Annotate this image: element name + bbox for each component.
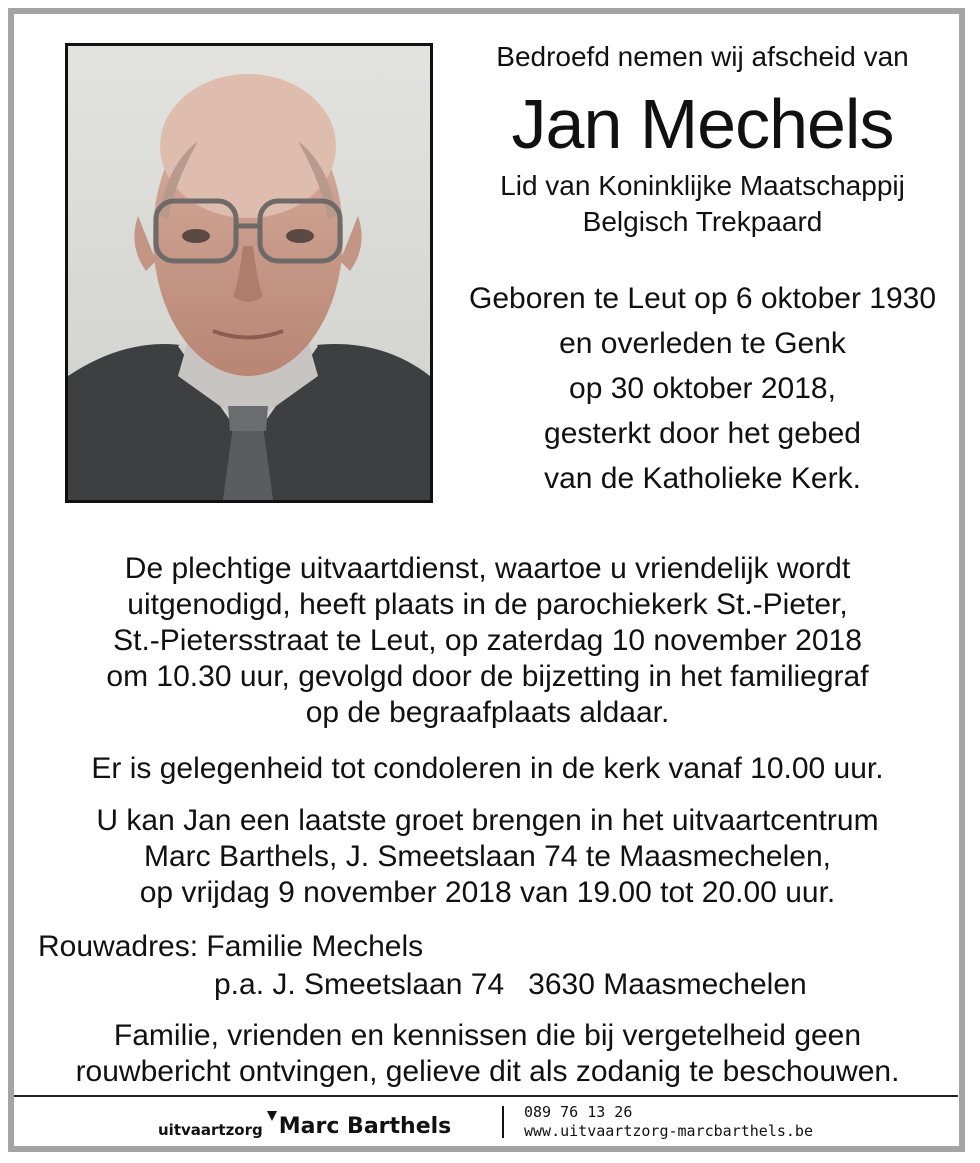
farewell-line: op vrijdag 9 november 2018 van 19.00 tot 20.00 uur. (139, 876, 836, 909)
funeral-home-logo (158, 1115, 451, 1139)
ceremony-line: De plechtige uitvaartdienst, waartoe u vriendelijk wordt (124, 552, 851, 585)
address-line (38, 966, 807, 1004)
notice-line: rouwbericht ontvingen, gelieve dit als zodanig te beschouwen. (75, 1055, 900, 1088)
membership-line: Belgisch Trekpaard (582, 206, 823, 237)
header-block (455, 40, 950, 501)
phone-number: 089 76 13 26 (524, 1103, 633, 1121)
notice-paragraph (30, 1018, 945, 1090)
ceremony-paragraph (30, 551, 945, 731)
footer-separator (502, 1106, 504, 1138)
website-link[interactable]: www.uitvaartzorg-marcbarthels.be (524, 1122, 813, 1140)
address-label: Rouwadres: (38, 930, 199, 963)
life-line: gesterkt door het gebed (544, 417, 861, 450)
deceased-name: Jan Mechels (511, 85, 894, 163)
farewell-paragraph (30, 803, 945, 911)
membership-line: Lid van Koninklijke Maatschappij (500, 170, 905, 201)
membership-block (455, 168, 950, 240)
footer-divider (14, 1095, 958, 1097)
life-line: van de Katholieke Kerk. (544, 462, 861, 495)
life-dates (455, 276, 950, 501)
notice-line: Familie, vrienden en kennissen die bij vergetelheid geen (113, 1019, 862, 1052)
ceremony-line: uitgenodigd, heeft plaats in de parochiekerk St.-Pieter, (127, 588, 848, 621)
contact-info (524, 1103, 813, 1141)
life-line: op 30 oktober 2018, (569, 372, 836, 405)
ceremony-line: op de begraafplaats aldaar. (305, 696, 670, 729)
logo-lead-text: uitvaartzorg (158, 1121, 263, 1139)
ceremony-line: om 10.30 uur, gevolgd door de bijzetting in het familiegraf (106, 660, 869, 693)
condolence-paragraph: Er is gelegenheid tot condoleren in de kerk vanaf 10.00 uur. (91, 752, 884, 785)
farewell-line: U kan Jan een laatste groet brengen in het uitvaartcentrum (96, 804, 879, 837)
address-street: p.a. J. Smeetslaan 74 (214, 968, 505, 1001)
mourning-address (38, 928, 807, 1004)
farewell-line: Marc Barthels, J. Smeetslaan 74 te Maasmechelen, (144, 840, 831, 873)
life-line: Geboren te Leut op 6 oktober 1930 (468, 282, 937, 315)
intro-line: Bedroefd nemen wij afscheid van (496, 41, 909, 72)
triangle-icon (267, 1111, 277, 1121)
footer (0, 1100, 980, 1144)
portrait-photo (65, 43, 433, 503)
life-line: en overleden te Genk (559, 327, 846, 360)
address-family: Familie Mechels (206, 930, 424, 963)
logo-brand-text: Marc Barthels (278, 1114, 452, 1139)
ceremony-line: St.-Pietersstraat te Leut, op zaterdag 10 november 2018 (113, 624, 862, 657)
address-city: 3630 Maasmechelen (528, 968, 807, 1001)
